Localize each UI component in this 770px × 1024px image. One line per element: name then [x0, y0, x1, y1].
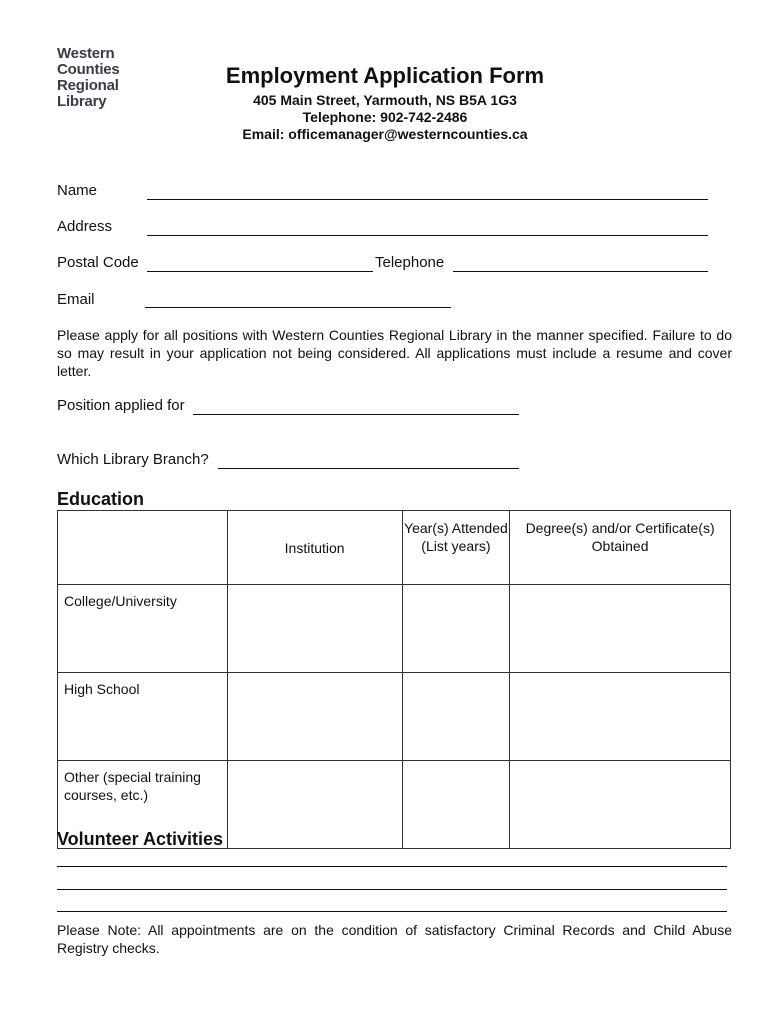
header-cell-years: Year(s) Attended (List years) [402, 511, 510, 585]
address-field[interactable] [147, 235, 708, 236]
table-row [58, 673, 731, 761]
other-degree-cell[interactable] [510, 761, 731, 849]
high-school-years-cell[interactable] [402, 673, 510, 761]
instructions-paragraph: Please apply for all positions with Western Counties Regional Library in the manner specified. Failure to do so may result in your application not being considered. All applications must include a resume and cover letter. [57, 327, 732, 379]
address-label: Address [57, 218, 113, 235]
education-table [57, 510, 731, 849]
table-row [58, 585, 731, 673]
postal-code-field[interactable] [147, 271, 373, 272]
other-institution-cell[interactable] [227, 761, 402, 849]
email-field[interactable] [145, 307, 451, 308]
branch-field[interactable] [218, 468, 519, 469]
volunteer-line-1[interactable] [57, 866, 727, 867]
logo-line-4: Library [57, 93, 107, 110]
header-cell-institution: Institution [227, 511, 402, 585]
high-school-degree-cell[interactable] [510, 673, 731, 761]
college-institution-cell[interactable] [227, 585, 402, 673]
email-label: Email [57, 291, 95, 308]
college-years-cell[interactable] [402, 585, 510, 673]
header-cell-degree: Degree(s) and/or Certificate(s) Obtained [510, 511, 731, 585]
library-logo [57, 46, 147, 110]
volunteer-line-2[interactable] [57, 889, 727, 890]
telephone-field[interactable] [453, 271, 708, 272]
header-telephone: Telephone: 902-742-2486 [302, 109, 468, 125]
position-field[interactable] [193, 414, 519, 415]
table-header-row [58, 511, 731, 585]
education-heading: Education [57, 489, 145, 509]
volunteer-heading: Volunteer Activities [57, 829, 224, 849]
row-label-high-school: High School [58, 673, 228, 761]
name-label: Name [57, 182, 98, 199]
logo-line-1: Western [57, 45, 115, 62]
telephone-label: Telephone [375, 254, 445, 271]
branch-label: Which Library Branch? [57, 451, 209, 468]
row-label-college: College/University [58, 585, 228, 673]
volunteer-line-3[interactable] [57, 911, 727, 912]
postal-code-label: Postal Code [57, 254, 139, 271]
logo-line-2: Counties [57, 61, 120, 78]
name-field[interactable] [147, 199, 708, 200]
other-years-cell[interactable] [402, 761, 510, 849]
street-address: 405 Main Street, Yarmouth, NS B5A 1G3 [253, 92, 517, 108]
logo-line-3: Regional [57, 77, 119, 94]
high-school-institution-cell[interactable] [227, 673, 402, 761]
header-cell-blank [58, 511, 228, 585]
contact-block [160, 92, 610, 143]
note-paragraph: Please Note: All appointments are on the condition of satisfactory Criminal Records and Child Abuse Registry checks. [57, 922, 732, 956]
row-label-other: Other (special training courses, etc.) [58, 761, 228, 849]
form-title: Employment Application Form [225, 63, 545, 88]
position-label: Position applied for [57, 397, 185, 414]
header-email: Email: officemanager@westerncounties.ca [242, 126, 528, 142]
college-degree-cell[interactable] [510, 585, 731, 673]
